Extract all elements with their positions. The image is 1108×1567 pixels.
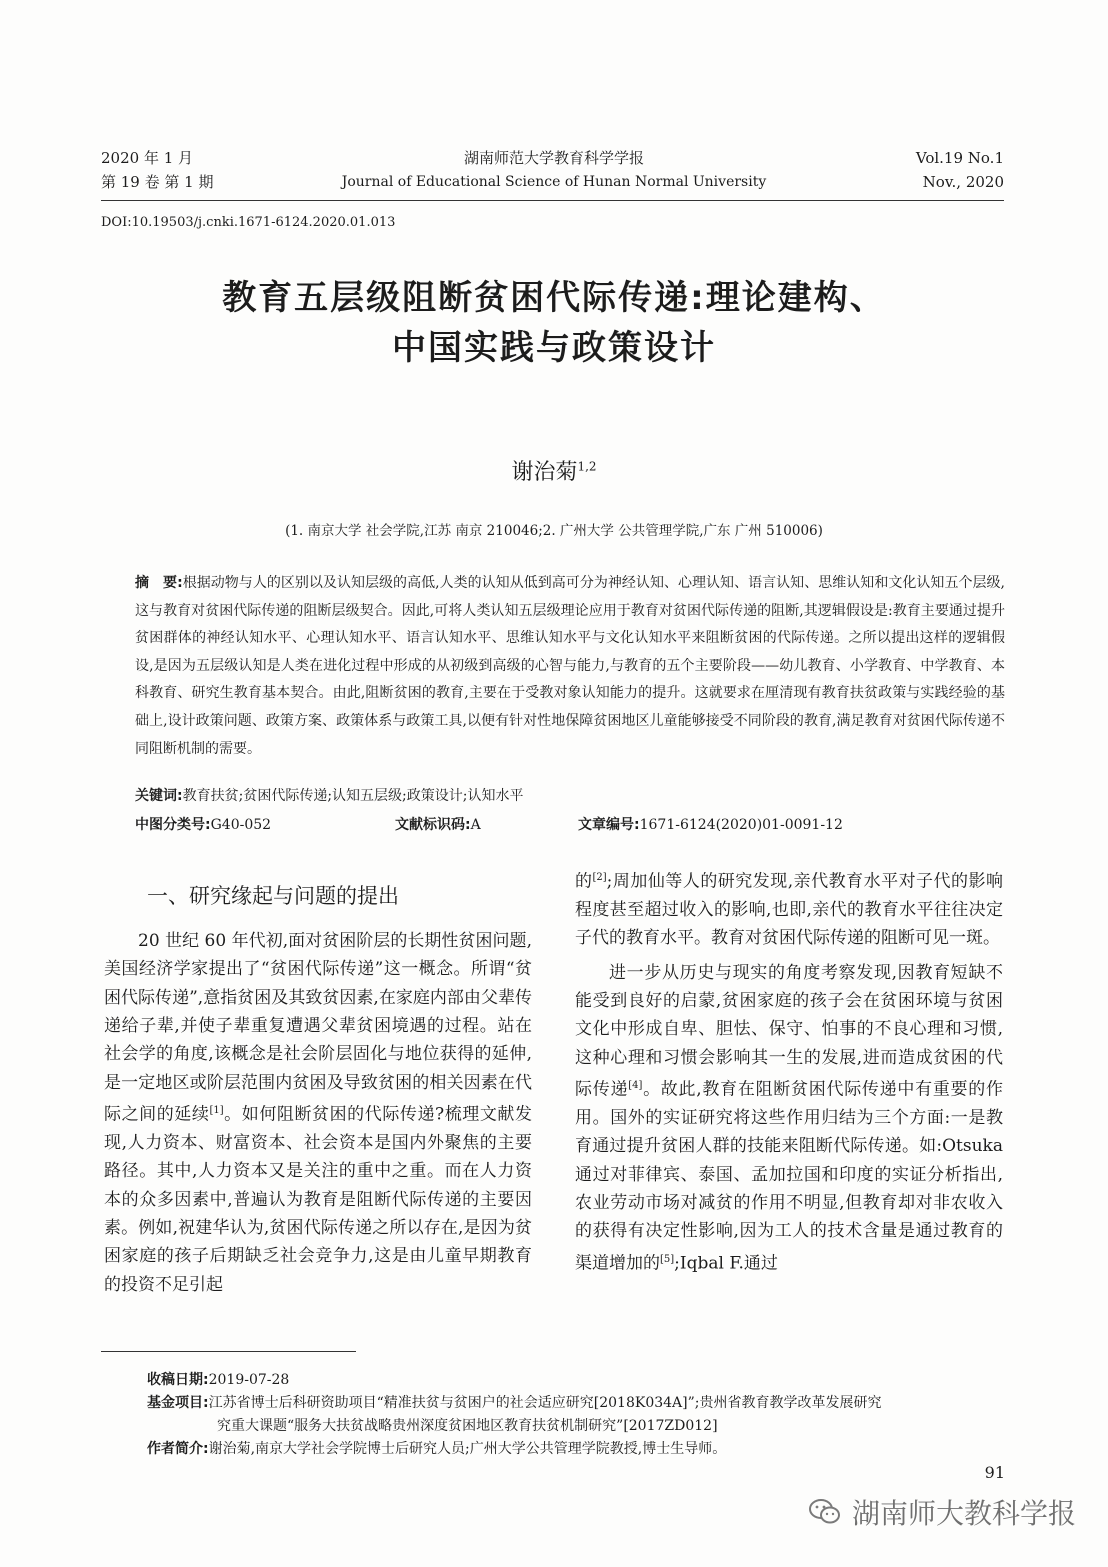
classification-value: G40-052 bbox=[210, 817, 272, 833]
author-affil-marks: 1,2 bbox=[577, 459, 597, 474]
author-bio bbox=[147, 1438, 1007, 1461]
section-heading: 一、研究缘起与问题的提出 bbox=[147, 884, 399, 908]
fund-line-2: 究重大课题“服务大扶贫战略贵州深度贫困地区教育扶贫机制研究”[2017ZD012] bbox=[217, 1418, 718, 1434]
citation-ref: [4] bbox=[628, 1080, 643, 1092]
author-bio-label: 作者简介: bbox=[147, 1441, 209, 1457]
header-right bbox=[916, 146, 1004, 194]
author-name: 谢治菊 bbox=[511, 460, 578, 485]
footnotes bbox=[147, 1369, 1007, 1461]
right-paragraph-0 bbox=[575, 864, 1003, 953]
fund bbox=[147, 1392, 1007, 1438]
right-text-0a: 的 bbox=[575, 871, 593, 892]
author-bio-text: 谢治菊,南京大学社会学院博士后研究人员;广州大学公共管理学院教授,博士生导师。 bbox=[208, 1441, 727, 1457]
page-number: 91 bbox=[984, 1463, 1005, 1482]
received-date bbox=[147, 1369, 1007, 1392]
right-text-0b: ;周加仙等人的研究发现,亲代教育水平对子代的影响程度甚至超过收入的影响,也即,亲代的教育水平往往决定子代的教育水平。教育对贫困代际传递的阻断可见一斑。 bbox=[575, 871, 1004, 949]
doi: DOI:10.19503/j.cnki.1671-6124.2020.01.013 bbox=[101, 215, 396, 230]
left-column bbox=[104, 927, 532, 1299]
vol-no: Vol.19 No.1 bbox=[915, 149, 1004, 167]
doc-code bbox=[395, 814, 481, 836]
watermark-text: 湖南师大教科学报 bbox=[851, 1497, 1076, 1530]
watermark bbox=[808, 1492, 1076, 1532]
article-no bbox=[578, 814, 843, 836]
right-paragraph-1 bbox=[575, 959, 1003, 1278]
citation-ref: [5] bbox=[660, 1253, 675, 1265]
abstract-label: 摘 要: bbox=[135, 575, 183, 591]
issue-volume: 第 19 卷 第 1 期 bbox=[101, 173, 214, 191]
keywords bbox=[135, 785, 523, 807]
right-text-1a: 进一步从历史与现实的角度考察发现,因教育短缺不能受到良好的启蒙,贫困家庭的孩子会在贫困环境与贫困文化中形成自卑、胆怯、保守、怕事的不良心理和习惯,这种心理和习惯会影响其一生的发展,进而造成贫困的代际传递 bbox=[575, 962, 1003, 1100]
footnote-rule bbox=[101, 1351, 356, 1352]
left-text-a: 20 世纪 60 年代初,面对贫困阶层的长期性贫困问题,美国经济学家提出了“贫困代际传递”这一概念。所谓“贫困代际传递”,意指贫困及其致贫因素,在家庭内部由父辈传递给子辈,并使子辈重复遭遇父辈贫困境遇的过程。站在社会学的角度,该概念是社会阶层固化与地位获得的延伸,是一定地区或阶层范围内贫困及导致贫困的相关因素在代际之间的延续 bbox=[104, 931, 532, 1125]
wechat-icon bbox=[808, 1498, 842, 1526]
right-text-1b: 。故此,教育在阻断贫困代际传递中有重要的作用。国外的实证研究将这些作用归结为三个方面:一是教育通过提升贫困人群的技能来阻断代际传递。如:Otsuka 通过对菲律宾、泰国、孟加拉国和印度的实证分析指出,农业劳动市场对减贫的作用不明显,但教育却对非农收入的获得有决定性影响,因为工人的技术含量是通过教育的渠道增加的 bbox=[575, 1079, 1004, 1274]
citation-ref: [2] bbox=[592, 872, 607, 883]
issue-date: 2020 年 1 月 bbox=[101, 149, 194, 167]
doc-code-label: 文献标识码: bbox=[395, 817, 471, 833]
journal-name-en: Journal of Educational Science of Hunan Normal University bbox=[341, 174, 767, 190]
abstract bbox=[135, 570, 1005, 763]
keywords-text: 教育扶贫;贫困代际传递;认知五层级;政策设计;认知水平 bbox=[182, 788, 524, 804]
received-label: 收稿日期: bbox=[147, 1372, 209, 1388]
title-line-2: 中国实践与政策设计 bbox=[392, 328, 716, 368]
left-paragraph bbox=[104, 927, 532, 1299]
citation-ref: [1] bbox=[209, 1105, 224, 1117]
abstract-text: 根据动物与人的区别以及认知层级的高低,人类的认知从低到高可分为神经认知、心理认知、语言认知、思维认知和文化认知五个层级,这与教育对贫困代际传递的阻断层级契合。因此,可将人类认知五层级理论应用于教育对贫困代际传递的阻断,其逻辑假设是:教育主要通过提升贫困群体的神经认知水平、心理认知水平、语言认知水平、思维认知水平与文化认知水平来阻断贫困的代际传递。之所以提出这样的逻辑假设,是因为五层级认知是人类在进化过程中形成的从初级到高级的心智与能力,与教育的五个主要阶段——幼儿教育、小学教育、中学教育、本科教育、研究生教育基本契合。由此,阻断贫困的教育,主要在于受教对象认知能力的提升。这就要求在厘清现有教育扶贫政策与实践经验的基础上,设计政策问题、政策方案、政策体系与政策工具,以便有针对性地保障贫困地区儿童能够接受不同阶段的教育,满足教育对贫困代际传递不同阻断机制的需要。 bbox=[135, 575, 1005, 757]
fund-label: 基金项目: bbox=[147, 1395, 209, 1411]
article-no-value: 1671-6124(2020)01-0091-12 bbox=[639, 817, 843, 833]
left-text-b: 。如何阻断贫困的代际传递?梳理文献发现,人力资本、财富资本、社会资本是国内外聚焦的主要路径。其中,人力资本又是关注的重中之重。而在人力资本的众多因素中,普遍认为教育是阻断代际传递的主要因素。例如,祝建华认为,贫困代际传递之所以存在,是因为贫困家庭的孩子后期缺乏社会竞争力,这是由儿童早期教育的投资不足引起 bbox=[104, 1104, 533, 1295]
fund-line-1: 江苏省博士后科研资助项目“精准扶贫与贫困户的社会适应研究[2018K034A]”;贵州省教育教学改革发展研究 bbox=[208, 1395, 882, 1411]
article-no-label: 文章编号: bbox=[578, 817, 640, 833]
received-value: 2019-07-28 bbox=[208, 1372, 290, 1388]
classification-label: 中图分类号: bbox=[135, 817, 211, 833]
author bbox=[0, 455, 1108, 486]
month-year: Nov., 2020 bbox=[922, 173, 1004, 191]
title-line-1: 教育五层级阻断贫困代际传递:理论建构、 bbox=[222, 278, 886, 318]
affiliation: (1. 南京大学 社会学院,江苏 南京 210046;2. 广州大学 公共管理学院,广东 广州 510006) bbox=[285, 523, 823, 539]
journal-name-cn: 湖南师范大学教育科学学报 bbox=[463, 149, 644, 167]
right-text-1c: ;Iqbal F.通过 bbox=[674, 1253, 778, 1274]
keywords-label: 关键词: bbox=[135, 788, 183, 804]
classification bbox=[135, 814, 271, 836]
header-rule bbox=[101, 200, 1004, 201]
doc-code-value: A bbox=[470, 817, 481, 833]
right-column bbox=[575, 864, 1003, 1278]
